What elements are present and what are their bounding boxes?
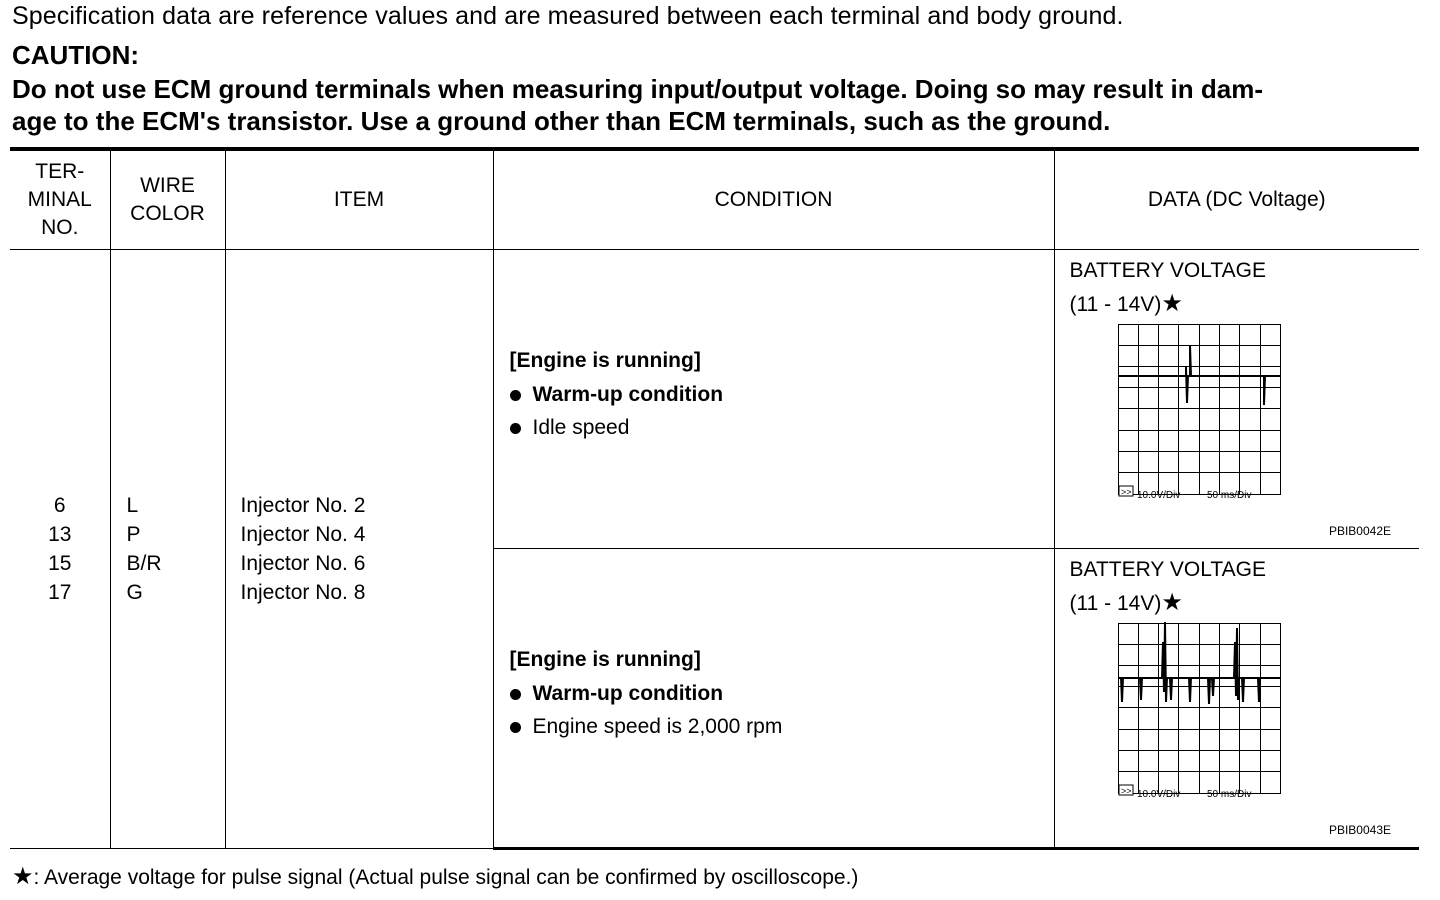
bullet-icon [510,390,521,401]
items-cell [225,250,493,849]
header-wire-color [110,149,225,250]
terminal-number: 13 [48,523,72,546]
figure-code: PBIB0042E [1328,524,1391,538]
scope-marker: >> [1120,786,1132,796]
star-icon: ★ [1161,290,1183,317]
caution-line-2: age to the ECM's transistor. Use a ground other than ECM terminals, such as the ground. [12,106,1111,136]
scope-volt-div: 10.0V/Div [1136,789,1180,800]
condition-heading: [Engine is running] [509,648,701,671]
star-icon: ★ [12,863,34,890]
scope-marker: >> [1120,487,1132,497]
bullet-icon [510,423,521,434]
scope-time-div: 50 ms/Div [1206,789,1251,800]
footnote-text: : Average voltage for pulse signal (Actual pulse signal can be confirmed by oscilloscope.) [33,866,859,889]
oscilloscope-waveform-idle [1118,323,1288,511]
footnote [12,862,858,891]
header-wire-line: WIRE [140,174,195,197]
header-item: ITEM [225,149,493,250]
data-range: (11 - 14V) [1069,592,1162,615]
header-wire-line: COLOR [130,202,205,225]
header-row [10,149,1419,250]
header-condition: CONDITION [493,149,1054,250]
header-terminal-line: TER- [35,160,85,183]
data-label: BATTERY VOLTAGE [1069,259,1266,282]
bullet-icon [510,689,521,700]
terminal-number: 6 [53,494,66,517]
oscilloscope-waveform-2000rpm [1118,622,1288,810]
scope-volt-div: 10.0V/Div [1136,490,1180,501]
terminal-numbers-cell [10,250,110,849]
header-terminal-line: MINAL [27,188,92,211]
wire-color: L [126,494,139,517]
header-terminal-line: NO. [41,216,79,239]
condition-bullet: Engine speed is 2,000 rpm [532,715,783,738]
item-name: Injector No. 4 [240,523,366,546]
caution-body [12,73,1422,137]
terminal-number: 15 [48,552,72,575]
table-row [10,250,1419,549]
data-range-line [1070,585,1420,622]
caution-title: CAUTION: [12,40,140,70]
item-name: Injector No. 6 [240,552,366,575]
condition-bullet: Warm-up condition [532,383,724,406]
header-terminal-no [10,149,110,250]
terminal-spec-table [10,147,1419,850]
caution-line-1: Do not use ECM ground terminals when measuring input/output voltage. Doing so may result in dam- [12,74,1263,104]
item-name: Injector No. 2 [240,494,366,517]
condition-cell-idle [493,250,1054,549]
data-cell-2000rpm [1054,549,1419,849]
wire-color: G [126,581,143,604]
condition-heading: [Engine is running] [509,349,701,372]
star-icon: ★ [1161,589,1183,616]
condition-bullet: Warm-up condition [532,682,724,705]
condition-cell-2000rpm [493,549,1054,849]
wire-color: B/R [126,552,162,575]
bullet-icon [510,722,521,733]
header-data: DATA (DC Voltage) [1054,149,1419,250]
item-name: Injector No. 8 [240,581,366,604]
data-label: BATTERY VOLTAGE [1069,558,1266,581]
figure-code: PBIB0043E [1328,823,1391,837]
data-range-line [1070,286,1420,323]
wire-colors-cell [110,250,225,849]
wire-color: P [126,523,141,546]
scope-time-div: 50 ms/Div [1206,490,1251,501]
condition-bullet: Idle speed [532,416,630,439]
data-range: (11 - 14V) [1069,293,1162,316]
data-cell-idle [1054,250,1419,549]
intro-text: Specification data are reference values and are measured between each terminal and body ground. [12,2,1124,30]
terminal-number: 17 [48,581,72,604]
